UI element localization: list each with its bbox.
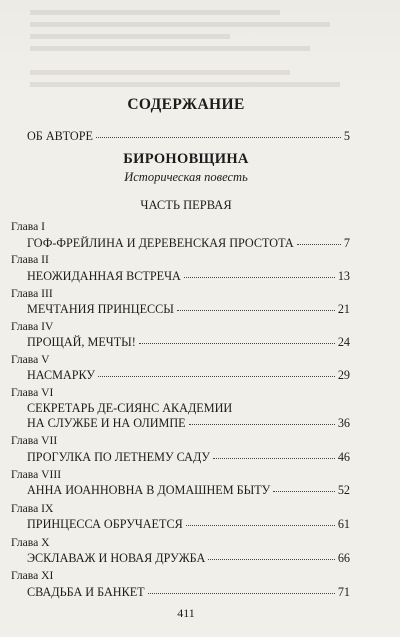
dot-leader <box>273 490 335 492</box>
dot-leader <box>139 342 335 344</box>
toc-entry-page: 5 <box>343 129 350 143</box>
toc-entry-title-line: СЕКРЕТАРЬ ДЕ-СИЯНС АКАДЕМИИ <box>27 401 233 415</box>
dot-leader <box>177 309 335 311</box>
toc-entry-page: 29 <box>337 368 350 382</box>
toc-entry-chapter-11 <box>27 585 350 600</box>
toc-entry-title: НЕОЖИДАННАЯ ВСТРЕЧА <box>27 269 181 283</box>
part-title: ЧАСТЬ ПЕРВАЯ <box>140 198 232 212</box>
toc-entry-title: СВАДЬБА И БАНКЕТ <box>27 585 145 599</box>
toc-entry-title: ПРОГУЛКА ПО ЛЕТНЕМУ САДУ <box>27 450 211 464</box>
chapter-label: Глава IV <box>11 320 54 333</box>
contents-title: СОДЕРЖАНИЕ <box>127 96 245 113</box>
page-number: 411 <box>177 606 195 620</box>
toc-entry-title: НАСМАРКУ <box>27 368 96 382</box>
toc-entry-chapter-7 <box>27 450 350 465</box>
dot-leader <box>186 524 335 526</box>
toc-entry-title: ПРОЩАЙ, МЕЧТЫ! <box>27 335 136 349</box>
toc-entry-page: 21 <box>337 302 350 316</box>
chapter-label: Глава IX <box>11 502 54 515</box>
dot-leader <box>148 592 335 594</box>
toc-entry-chapter-9 <box>27 517 350 532</box>
toc-entry-title: НА СЛУЖБЕ И НА ОЛИМПЕ <box>27 416 186 430</box>
toc-entry-page: 71 <box>337 585 350 599</box>
chapter-label: Глава VIII <box>11 468 62 481</box>
toc-entry-chapter-3 <box>27 302 350 317</box>
dot-leader <box>213 457 335 459</box>
toc-entry-page: 61 <box>337 517 350 531</box>
toc-entry-title: ПРИНЦЕССА ОБРУЧАЕТСЯ <box>27 517 183 531</box>
dot-leader <box>208 558 335 560</box>
toc-entry-page: 36 <box>337 416 350 430</box>
toc-entry-page: 24 <box>337 335 350 349</box>
chapter-label: Глава III <box>11 287 53 300</box>
toc-entry-page: 52 <box>337 483 350 497</box>
chapter-label: Глава V <box>11 353 50 366</box>
toc-entry-chapter-1 <box>27 236 350 251</box>
toc-entry-page: 13 <box>337 269 350 283</box>
toc-entry-chapter-5 <box>27 368 350 383</box>
dot-leader <box>184 276 335 278</box>
toc-entry-page: 7 <box>343 236 350 250</box>
toc-entry-title: ГОФ-ФРЕЙЛИНА И ДЕРЕВЕНСКАЯ ПРОСТОТА <box>27 236 294 250</box>
chapter-label: Глава VII <box>11 434 58 447</box>
chapter-label: Глава II <box>11 253 49 266</box>
toc-entry-title: ЭСКЛАВАЖ И НОВАЯ ДРУЖБА <box>27 551 206 565</box>
dot-leader <box>189 423 335 425</box>
chapter-label: Глава X <box>11 536 50 549</box>
toc-entry-about-author <box>27 129 350 144</box>
dot-leader <box>98 375 335 377</box>
toc-entry-title: ОБ АВТОРЕ <box>27 129 93 143</box>
book-subtitle: Историческая повесть <box>124 170 248 184</box>
toc-entry-title: АННА ИОАННОВНА В ДОМАШНЕМ БЫТУ <box>27 483 271 497</box>
dot-leader <box>297 243 341 245</box>
toc-entry-chapter-10 <box>27 551 350 566</box>
toc-entry-chapter-8 <box>27 483 350 498</box>
chapter-label: Глава XI <box>11 569 54 582</box>
toc-entry-chapter-2 <box>27 269 350 284</box>
toc-entry-page: 66 <box>337 551 350 565</box>
dot-leader <box>96 136 341 138</box>
toc-entry-page: 46 <box>337 450 350 464</box>
chapter-label: Глава I <box>11 220 45 233</box>
book-title: БИРОНОВЩИНА <box>123 151 249 167</box>
toc-entry-chapter-6 <box>27 416 350 431</box>
toc-entry-title: МЕЧТАНИЯ ПРИНЦЕССЫ <box>27 302 174 316</box>
toc-entry-chapter-4 <box>27 335 350 350</box>
chapter-label: Глава VI <box>11 386 54 399</box>
